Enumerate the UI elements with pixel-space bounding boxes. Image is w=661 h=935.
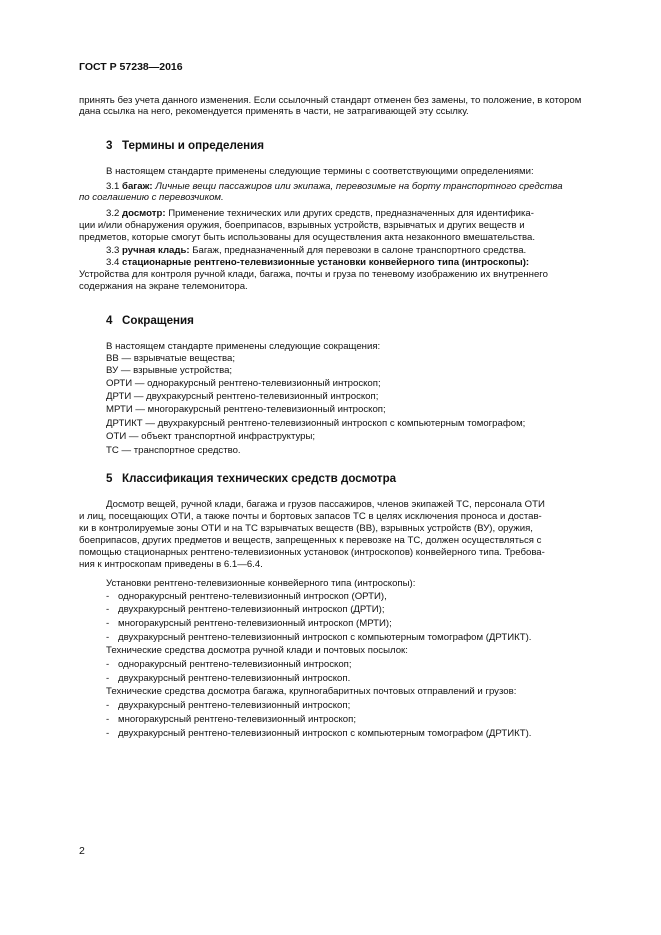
term-3-1	[106, 181, 563, 192]
section-number: 3	[106, 139, 113, 152]
dash-marker: -	[106, 659, 110, 670]
section-4-heading	[106, 314, 194, 327]
list-item-text: однoракурсный рентгено-телевизионный интроскоп;	[118, 659, 352, 670]
page-number: 2	[79, 845, 85, 857]
term-3-4	[106, 257, 529, 268]
abbreviation-item: ОТИ — объект транспортной инфраструктуры;	[106, 431, 316, 442]
paragraph-line: ки в контролируемые зоны ОТИ и на ТС взрывчатых веществ (ВВ), взрывных устройств (ВУ), оружия,	[79, 523, 533, 534]
section-3-heading	[106, 139, 264, 152]
intro-line: дана ссылка на него, рекомендуется применять в части, не затрагивающей эту ссылку.	[79, 106, 469, 117]
abbreviation-item: ВУ — взрывные устройства;	[106, 365, 233, 376]
list-item	[106, 673, 350, 684]
term-definition: Багаж, предназначенный для перевозки в салоне транспортного средства.	[192, 245, 527, 256]
term-number: 3.4	[106, 257, 120, 268]
list-item-text: двухракурсный рентгено-телевизионный интроскоп с компьютерным томографом (ДРТИКТ).	[118, 632, 532, 643]
term-definition: ции и/или обнаружения оружия, боеприпасов, взрывных устройств, взрывчатых и других веществ и	[79, 220, 525, 231]
paragraph-line: Досмотр вещей, ручной клади, багажа и грузов пассажиров, членов экипажей ТС, персонала ОТИ	[106, 499, 545, 510]
list-item	[106, 618, 392, 629]
term-definition: по соглашению с перевозчиком.	[79, 192, 224, 203]
list-item-text: двухракурсный рентгено-телевизионный интроскоп с компьютерным томографом (ДРТИКТ).	[118, 728, 532, 739]
list-item-text: двухракурсный рентгено-телевизионный интроскоп;	[118, 700, 351, 711]
list-item-text: двухракурсный рентгено-телевизионный интроскоп (ДРТИ);	[118, 604, 385, 615]
abbreviation-item: МРТИ — многоракурсный рентгено-телевизионный интроскоп;	[106, 404, 386, 415]
section-3-intro: В настоящем стандарте применены следующие термины с соответствующими определениями:	[106, 166, 534, 177]
term-name: досмотр:	[122, 208, 166, 219]
abbreviation-item: ДРТИКТ — двухракурсный рентгено-телевизионный интроскоп с компьютерным томографом;	[106, 418, 526, 429]
intro-line: принять без учета данного изменения. Если ссылочный стандарт отменен без замены, то положение, в котором	[79, 95, 582, 106]
dash-marker: -	[106, 604, 110, 615]
list-item	[106, 659, 352, 670]
section-number: 4	[106, 314, 113, 327]
dash-marker: -	[106, 591, 110, 602]
list-item-text: двухракурсный рентгено-телевизионный интроскоп.	[118, 673, 351, 684]
term-3-3	[106, 245, 526, 256]
term-definition: содержания на экране телемонитора.	[79, 281, 248, 292]
term-number: 3.2	[106, 208, 120, 219]
dash-marker: -	[106, 673, 110, 684]
list-item-text: многоракурсный рентгено-телевизионный интроскоп (МРТИ);	[118, 618, 392, 629]
group-title: Технические средства досмотра багажа, крупногабаритных почтовых отправлений и грузов:	[106, 686, 517, 697]
paragraph-line: боеприпасов, других предметов и веществ, запрещенных к перевозке на ТС, должен осуществляться с	[79, 535, 542, 546]
section-5-heading	[106, 472, 396, 485]
dash-marker: -	[106, 714, 110, 725]
abbreviation-item: ДРТИ — двухракурсный рентгено-телевизионный интроскоп;	[106, 391, 379, 402]
paragraph-line: помощью стационарных рентгено-телевизионных установок (интроскопов) конвейерного типа. Требова-	[79, 547, 545, 558]
term-3-2	[106, 208, 534, 219]
list-item	[106, 632, 531, 643]
section-title: Сокращения	[122, 314, 194, 327]
dash-marker: -	[106, 700, 110, 711]
abbreviation-item: ТС — транспортное средство.	[106, 445, 241, 456]
list-item	[106, 700, 350, 711]
paragraph-line: ния к интроскопам приведены в 6.1—6.4.	[79, 559, 263, 570]
term-number: 3.1	[106, 181, 120, 192]
section-number: 5	[106, 472, 113, 485]
list-item	[106, 604, 385, 615]
dash-marker: -	[106, 618, 110, 629]
term-definition: предметов, которые смогут быть использованы для осуществления акта незаконного вмешательства.	[79, 232, 536, 243]
dash-marker: -	[106, 632, 110, 643]
term-name: ручная кладь:	[122, 245, 190, 256]
abbreviation-item: ОРТИ — однoракурсный рентгено-телевизионный интроскоп;	[106, 378, 381, 389]
term-name: багаж:	[122, 181, 153, 192]
list-item	[106, 714, 356, 725]
list-item-text: многоракурсный рентгено-телевизионный интроскоп;	[118, 714, 357, 725]
list-item-text: однoракурсный рентгено-телевизионный интроскоп (ОРТИ),	[118, 591, 387, 602]
section-4-intro: В настоящем стандарте применены следующие сокращения:	[106, 341, 381, 352]
section-title: Классификация технических средств досмотра	[122, 472, 397, 485]
term-definition: Устройства для контроля ручной клади, багажа, почты и груза по теневому изображению их внутреннего	[79, 269, 548, 280]
section-title: Термины и определения	[122, 139, 265, 152]
group-title: Установки рентгено-телевизионные конвейерного типа (интроскопы):	[106, 578, 416, 589]
group-title: Технические средства досмотра ручной клади и почтовых посылок:	[106, 645, 408, 656]
list-item	[106, 728, 531, 739]
term-definition: Личные вещи пассажиров или экипажа, перевозимые на борту транспортного средства	[155, 181, 563, 192]
term-number: 3.3	[106, 245, 120, 256]
document-header: ГОСТ Р 57238—2016	[79, 61, 183, 73]
abbreviation-item: ВВ — взрывчатые вещества;	[106, 353, 236, 364]
dash-marker: -	[106, 728, 110, 739]
paragraph-line: и лиц, посещающих ОТИ, а также почты и бортовых запасов ТС в целях исключения проноса и достав-	[79, 511, 542, 522]
list-item	[106, 591, 387, 602]
term-name: стационарные рентгено-телевизионные установки конвейерного типа (интроскопы):	[122, 257, 530, 268]
term-definition: Применение технических или других средств, предназначенных для идентифика-	[168, 208, 534, 219]
